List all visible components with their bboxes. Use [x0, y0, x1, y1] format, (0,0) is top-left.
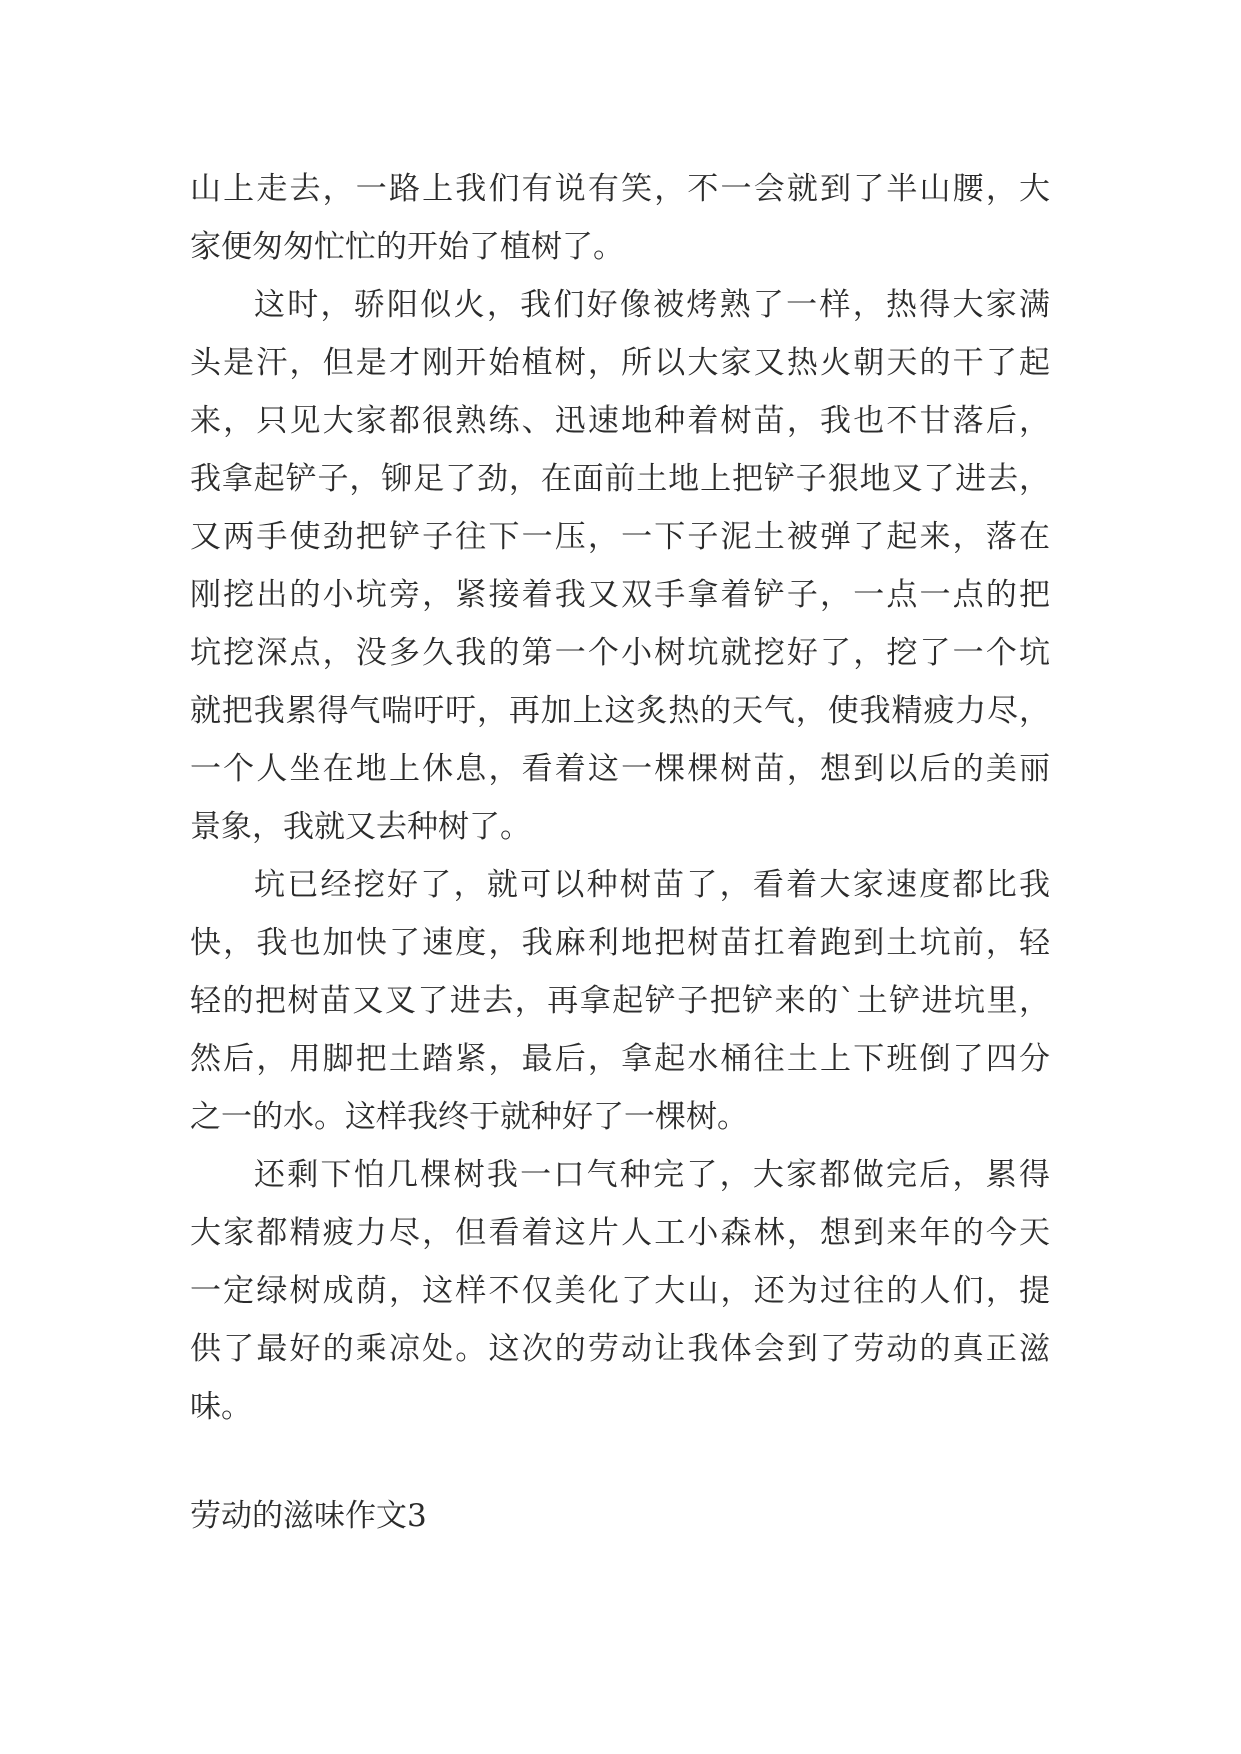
text-line: 头是汗，但是才刚开始植树，所以大家又热火朝天的干了起 — [190, 345, 1050, 381]
text-line: 供了最好的乘凉处。这次的劳动让我体会到了劳动的真正滋 — [190, 1331, 1050, 1367]
section-heading: 劳动的滋味作文3 — [190, 1498, 427, 1534]
text-line: 山上走去，一路上我们有说有笑，不一会就到了半山腰，大 — [190, 171, 1050, 207]
text-line: 坑已经挖好了，就可以种树苗了，看着大家速度都比我 — [254, 867, 1050, 903]
text-line: 刚挖出的小坑旁，紧接着我又双手拿着铲子，一点一点的把 — [190, 577, 1050, 613]
essay-body — [190, 160, 1050, 1436]
paragraph — [190, 276, 1050, 856]
text-line: 轻的把树苗又叉了进去，再拿起铲子把铲来的`土铲进坑里， — [190, 983, 1050, 1019]
text-line: 又两手使劲把铲子往下一压，一下子泥土被弹了起来，落在 — [190, 519, 1050, 555]
text-line: 一个人坐在地上休息，看着这一棵棵树苗，想到以后的美丽 — [190, 751, 1050, 787]
text-line: 大家都精疲力尽，但看着这片人工小森林，想到来年的今天 — [190, 1215, 1050, 1251]
text-line: 我拿起铲子，铆足了劲，在面前土地上把铲子狠地叉了进去， — [190, 461, 1050, 497]
paragraph — [190, 856, 1050, 1146]
text-line: 家便匆匆忙忙的开始了植树了。 — [190, 229, 624, 265]
text-line: 这时，骄阳似火，我们好像被烤熟了一样，热得大家满 — [254, 287, 1050, 323]
text-line: 一定绿树成荫，这样不仅美化了大山，还为过往的人们，提 — [190, 1273, 1050, 1309]
text-line: 之一的水。这样我终于就种好了一棵树。 — [190, 1099, 748, 1135]
text-line: 景象，我就又去种树了。 — [190, 809, 531, 845]
text-line: 就把我累得气喘吁吁，再加上这炙热的天气，使我精疲力尽， — [190, 693, 1050, 729]
text-line: 快，我也加快了速度，我麻利地把树苗扛着跑到土坑前，轻 — [190, 925, 1050, 961]
text-line: 还剩下怕几棵树我一口气种完了，大家都做完后，累得 — [254, 1157, 1050, 1193]
text-line: 坑挖深点，没多久我的第一个小树坑就挖好了，挖了一个坑 — [190, 635, 1050, 671]
text-line: 来，只见大家都很熟练、迅速地种着树苗，我也不甘落后， — [190, 403, 1050, 439]
text-line: 味。 — [190, 1389, 252, 1425]
paragraph — [190, 1146, 1050, 1436]
text-line: 然后，用脚把土踏紧，最后，拿起水桶往土上下班倒了四分 — [190, 1041, 1050, 1077]
paragraph — [190, 160, 1050, 276]
